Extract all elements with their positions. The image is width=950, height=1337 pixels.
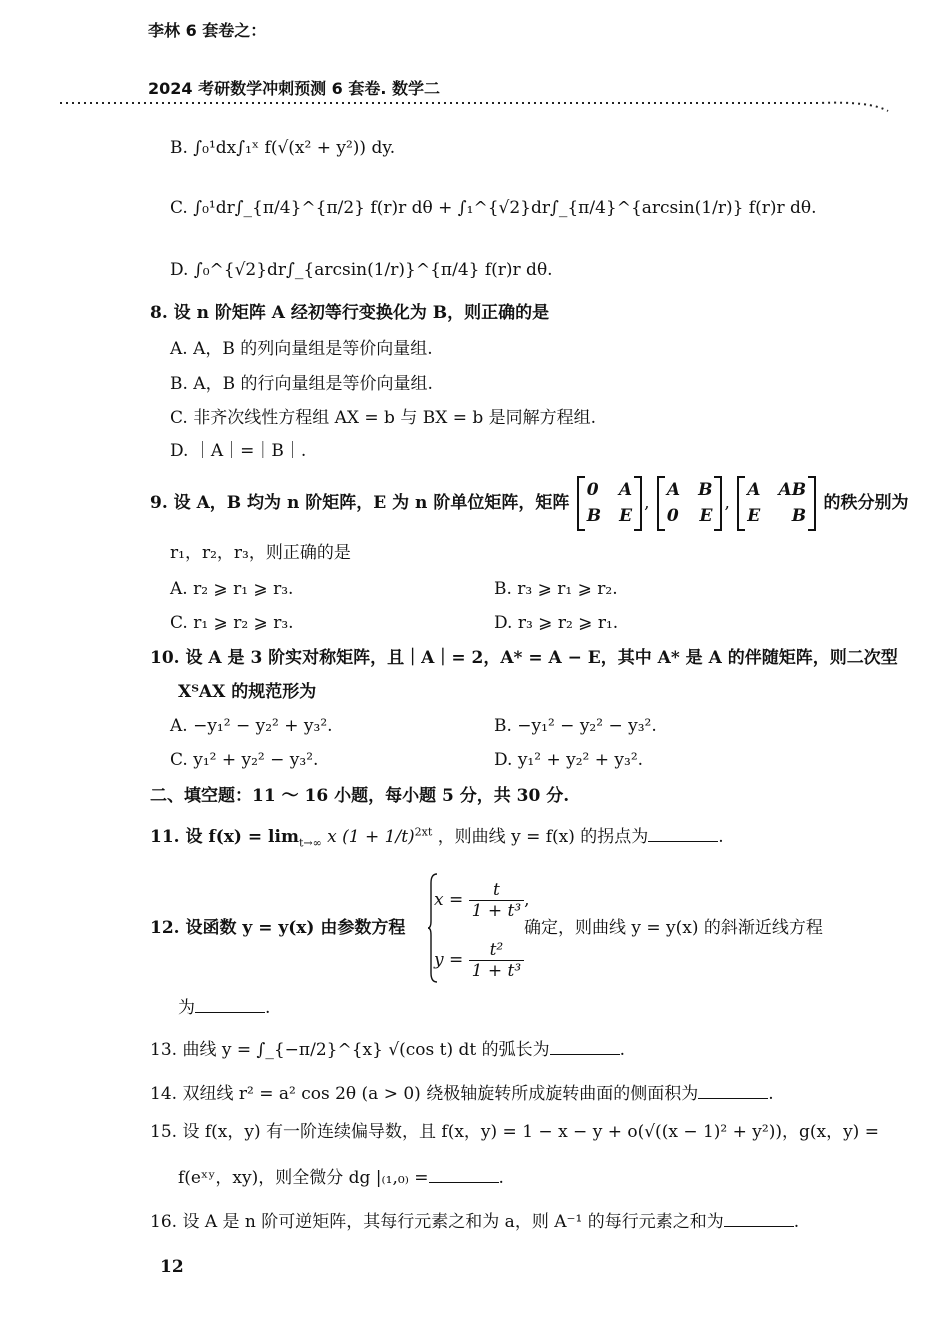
q9-stem: 9. 设 A，B 均为 n 阶矩阵，E 为 n 阶单位矩阵，矩阵 0 A B E , A B 0 E , A AB E B 的秩分别为 [150,476,908,531]
q10-option-d: D. y₁² + y₂² + y₃². [494,750,644,770]
q11-answer-blank[interactable] [648,827,718,842]
q9-stem-post: 的秩分别为 [823,493,909,513]
header-dotted-divider [60,93,890,113]
q9-option-b: B. r₃ ⩾ r₁ ⩾ r₂. [494,579,618,599]
q9-option-d: D. r₃ ⩾ r₂ ⩾ r₁. [494,613,619,633]
header-series-title: 李林 6 套卷之： [148,21,267,40]
m2-a12: B [698,480,713,500]
q16: 16. 设 A 是 n 阶可逆矩阵，其每行元素之和为 a，则 A⁻¹ 的每行元素之和为 . [150,1212,800,1232]
q9-stem-line2: r₁，r₂，r₃，则正确的是 [170,543,351,563]
q11-post: ，则曲线 y = f(x) 的拐点为 [437,827,649,847]
q11-body: x (1 + 1/t) [327,827,415,847]
q10-stem-line2: XᵀAX 的规范形为 [178,682,317,702]
m3-a12: AB [778,480,807,500]
q8-stem: 8. 设 n 阶矩阵 A 经初等行变换化为 B，则正确的是 [150,303,550,323]
m1-a22: E [619,505,633,526]
q8-option-d: D. ｜A｜=｜B｜. [170,441,307,461]
q12-line2: 为 . [178,998,271,1018]
q12-y-equation [434,940,524,981]
q13-answer-blank[interactable] [550,1040,620,1055]
q8-option-c: C. 非齐次线性方程组 AX = b 与 BX = b 是同解方程组. [170,408,597,428]
m2-a22: E [699,505,713,526]
q15-line2-text: f(eˣʸ，xy)，则全微分 dg |₍₁,₀₎ = [178,1168,429,1188]
m3-a21: E [747,505,761,526]
q11-pre: 11. 设 f(x) = lim [150,827,299,847]
q8-option-b: B. A，B 的行向量组是等价向量组. [170,374,433,394]
q11: 11. 设 $f(x) = \lim_{t\to\infty} x$ $(1 + 1/t)^{2xt}$ ，则曲线 y = f(x) 的拐点为 . [150,825,724,850]
q16-text: 16. 设 A 是 n 阶可逆矩阵，其每行元素之和为 a，则 A⁻¹ 的每行元素之和为 [150,1212,724,1232]
q12-x-eq: x = [434,890,464,910]
q12-answer-blank[interactable] [195,998,265,1013]
q15-line1: 15. 设 f(x，y) 有一阶连续偏导数，且 f(x，y) = 1 − x − y + o(√((x − 1)² + y²))，g(x，y) = [150,1122,879,1142]
q12-x-num: t [469,880,525,901]
m2-a21: 0 [666,505,679,526]
q9-option-c: C. r₁ ⩾ r₂ ⩾ r₃. [170,613,294,633]
m1-a21: B [586,505,602,526]
q16-answer-blank[interactable] [724,1212,794,1227]
q12-pre: 12. 设函数 y = y(x) 由参数方程 [150,918,406,938]
q12-y-eq: y = [434,950,464,970]
q13: 13. 曲线 y = ∫_{−π/2}^{x} √(cos t) dt 的弧长为 . [150,1040,626,1060]
m1-a11: 0 [586,480,599,500]
q12-y-den: 1 + t³ [471,961,522,981]
q7-option-b: B. ∫₀¹dx∫₁ˣ f(√(x² + y²)) dy. [170,138,396,158]
q9-matrix-3 [737,476,816,531]
q7-option-c: C. ∫₀¹dr∫_{π/4}^{π/2} f(r)r dθ + ∫₁^{√2}dr∫_{π/4}^{arcsin(1/r)} f(r)r dθ. [170,198,817,218]
m3-a11: A [747,480,761,500]
q11-lim-sub: t→∞ [298,836,322,850]
q11-exp: 2xt [414,825,433,839]
q14-text: 14. 双纽线 r² = a² cos 2θ (a > 0) 绕极轴旋转所成旋转曲面的侧面积为 [150,1084,699,1104]
page-number: 12 [160,1257,184,1277]
q10-option-b: B. −y₁² − y₂² − y₃². [494,716,657,736]
q15-line2: f(eˣʸ，xy)，则全微分 dg |₍₁,₀₎ = . [178,1168,504,1188]
m1-a12: A [618,480,633,500]
q9-matrix-1 [577,476,642,531]
q10-option-c: C. y₁² + y₂² − y₃². [170,750,319,770]
q14: 14. 双纽线 r² = a² cos 2θ (a > 0) 绕极轴旋转所成旋转曲面的侧面积为 . [150,1084,774,1104]
q8-option-a: A. A，B 的列向量组是等价向量组. [170,339,433,359]
q14-answer-blank[interactable] [698,1084,768,1099]
q9-option-a: A. r₂ ⩾ r₁ ⩾ r₃. [170,579,294,599]
q15-answer-blank[interactable] [429,1168,499,1183]
q7-option-d: D. ∫₀^{√2}dr∫_{arcsin(1/r)}^{π/4} f(r)r dθ. [170,260,553,280]
q9-matrix-2 [657,476,723,531]
q9-stem-pre: 9. 设 A，B 均为 n 阶矩阵，E 为 n 阶单位矩阵，矩阵 [150,493,570,513]
q12-line2-text: 为 [178,998,195,1018]
section-fill-in-title: 二、填空题：11 ～ 16 小题，每小题 5 分，共 30 分. [150,786,570,806]
m3-a22: B [791,505,807,526]
q13-text: 13. 曲线 y = ∫_{−π/2}^{x} √(cos t) dt 的弧长为 [150,1040,550,1060]
q10-option-a: A. −y₁² − y₂² + y₃². [170,716,333,736]
q12-x-den: 1 + t³ [471,901,522,921]
q10-stem: 10. 设 A 是 3 阶实对称矩阵，且｜A｜= 2，A* = A − E，其中 A* 是 A 的伴随矩阵，则二次型 [150,648,898,668]
q12-x-equation: x = $\frac{t}{\text{1 + t³}}$ , [434,880,530,921]
header-book-title: 2024 考研数学冲刺预测 6 套卷. 数学二 [148,79,441,98]
m2-a11: A [666,480,681,500]
q12-y-num: t² [469,940,525,961]
q12-post: 确定，则曲线 y = y(x) 的斜渐近线方程 [524,918,823,938]
